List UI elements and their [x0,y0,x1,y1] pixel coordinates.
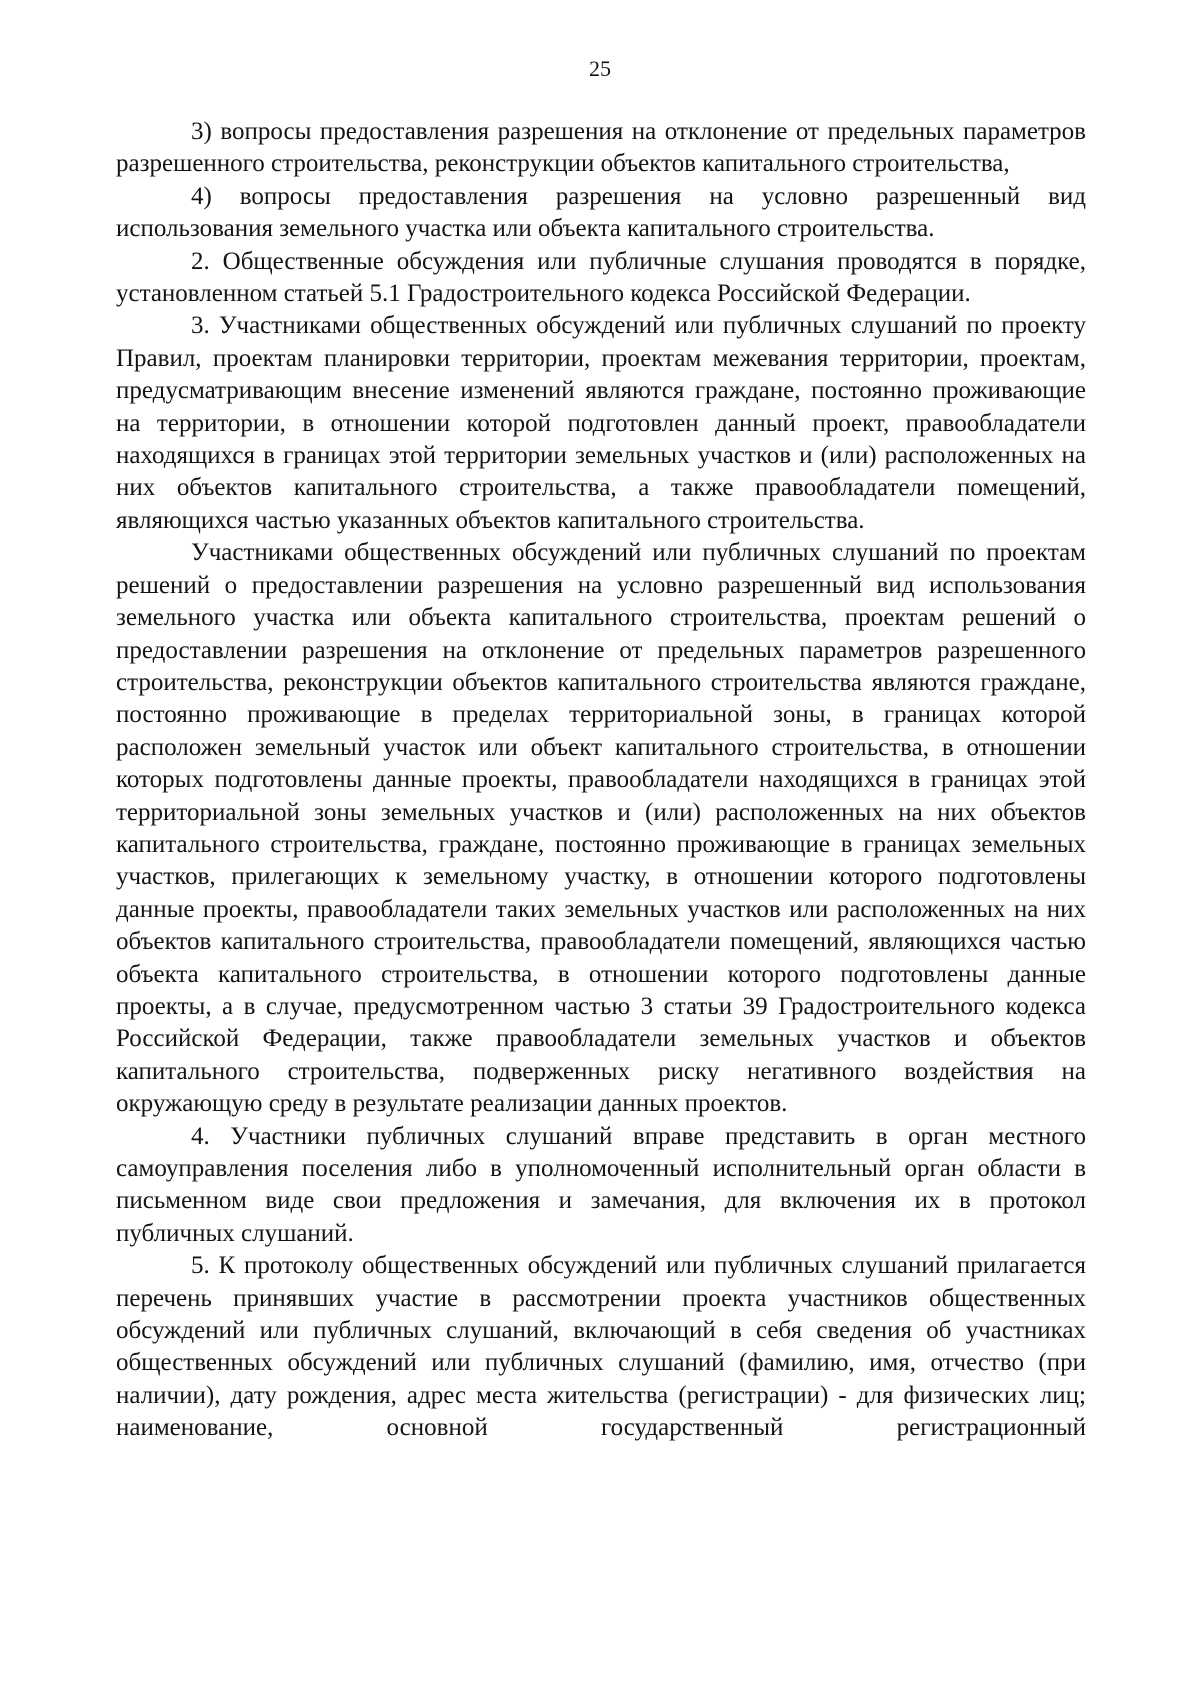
paragraph-participants: Участниками общественных обсуждений или публичных слушаний по проектам решений о предоставлении разрешения на условно разрешенный вид использования земельного участка или объекта капитального строительства, проектам решений о предоставлении разрешения на отклонение от предельных параметров разрешенного строительства, реконструкции объектов капитального строительства являются граждане, постоянно проживающие в пределах территориальной зоны, в границах которой расположен земельный участок или объект капитального строительства, в отношении которых подготовлены данные проекты, правообладатели находящихся в границах этой территориальной зоны земельных участков и (или) расположенных на них объектов капитального строительства, граждане, постоянно проживающие в границах земельных участков, прилегающих к земельному участку, в отношении которого подготовлены данные проекты, правообладатели таких земельных участков или расположенных на них объектов капитального строительства, правообладатели помещений, являющихся частью объекта капитального строительства, в отношении которого подготовлены данные проекты, а в случае, предусмотренном частью 3 статьи 39 Градостроительного кодекса Российской Федерации, также правообладатели земельных участков и объектов капитального строительства, подверженных риску негативного воздействия на окружающую среду в результате реализации данных проектов. [116,539,1086,1118]
paragraph-section-2: 2. Общественные обсуждения или публичные слушания проводятся в порядке, установленном статьей 5.1 Градостроительного кодекса Российской Федерации. [116,247,1086,308]
page-number: 25 [589,56,611,81]
document-body [116,116,1086,1445]
paragraph-section-3: 3. Участниками общественных обсуждений или публичных слушаний по проекту Правил, проектам планировки территории, проектам межевания территории, проектам, предусматривающим внесение изменений являются граждане, постоянно проживающие на территории, в отношении которой подготовлен данный проект, правообладатели находящихся в границах этой территории земельных участков и (или) расположенных на них объектов капитального строительства, а также правообладатели помещений, являющихся частью указанных объектов капитального строительства. [116,312,1086,534]
paragraph-section-4: 4. Участники публичных слушаний вправе представить в орган местного самоуправления поселения либо в уполномоченный исполнительный орган области в письменном виде свои предложения и замечания, для включения их в протокол публичных слушаний. [116,1122,1086,1247]
paragraph-item-3: 3) вопросы предоставления разрешения на отклонение от предельных параметров разрешенного строительства, реконструкции объектов капитального строительства, [116,118,1086,178]
paragraph-item-4: 4) вопросы предоставления разрешения на условно разрешенный вид использования земельного участка или объекта капитального строительства. [116,182,1086,243]
paragraph-section-5: 5. К протоколу общественных обсуждений или публичных слушаний прилагается перечень принявших участие в рассмотрении проекта участников общественных обсуждений или публичных слушаний, включающий в себя сведения об участниках общественных обсуждений или публичных слушаний (фамилию, имя, отчество (при наличии), дату рождения, адрес места жительства (регистрации) - для физических лиц; наименование, основной государственный регистрационный [116,1252,1086,1442]
